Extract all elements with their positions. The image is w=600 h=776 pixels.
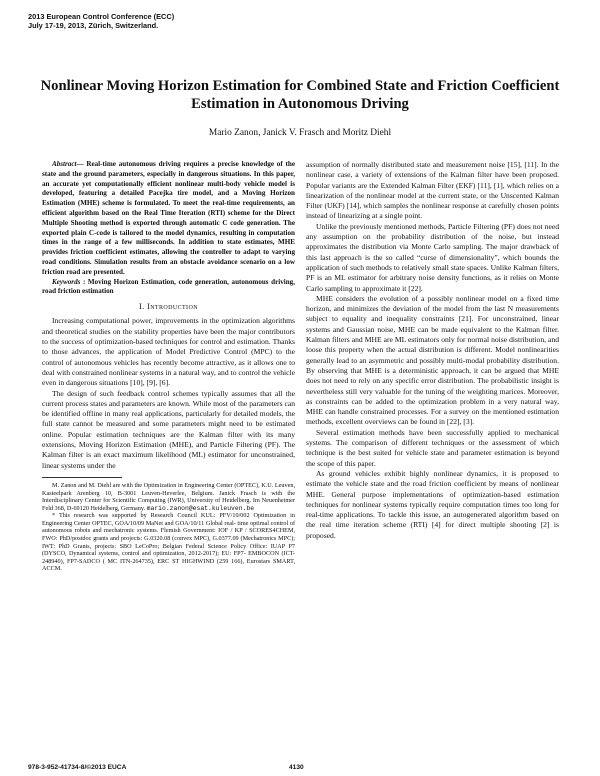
paper-title: Nonlinear Moving Horizon Estimation for Combined State and Friction Coefficient Estimation in Autonomous Driving bbox=[40, 78, 560, 112]
keywords-text: : Moving Horizon Estimation, code generation, autonomous driving, road friction estimation bbox=[42, 277, 295, 296]
abstract-text: — Real-time autonomous driving requires a precise knowledge of the state and the ground parameters, especially in dangerous situations. In this paper, an accurate yet computationally efficient nonlinear multi-body vehicle model is developed, featuring a detailed Pacejka tire model, and a Moving Horizon Estimation (MHE) scheme is formulated. To meet the real-time requirements, an efficient algorithm based on the Real Time Iteration (RTI) scheme for the Direct Multiple Shooting method is exported through automatic C code generation. The exported plain C-code is tailored to the model dynamics, resulting in computation times in the range of a few milliseconds. In addition to state estimates, MHE provides friction coefficient estimates, allowing the controller to adapt to varying road conditions. Simulation results from an obstacle avoidance scenario on a low friction road are presented. bbox=[42, 160, 295, 276]
paragraph: As ground vehicles exhibit highly nonlinear dynamics, it is proposed to estimate the vehicle state and the road friction coefficient by means of nonlinear MHE. General purpose implementations of optimization-based estimation techniques for nonlinear systems typically require computation times too long for real-time applications. To tackle this issue, an autogenerated algorithm based on the real time iteration scheme (RTI) [4] for direct multiple shooting [2] is proposed. bbox=[306, 468, 559, 540]
section-heading-introduction: I. Introduction bbox=[139, 302, 198, 312]
footnote-funding: * This research was supported by Research Council KUL: PFV/10/002 Optimization in Engineering Center OPTEC, GOA/10/09 MaNet and GOA/10/11 Global real- time optimal control of autonomous robots and mechatronic systems. Flemish Government: IOF / KP / SCORES4CHEM, FWO: PhD/postdoc grants and projects: G.0320.08 (convex MPC), G.0377.09 (Mechatronics MPC); IWT: PhD Grants, projects: SBO LeCoPro; Belgian Federal Science Policy Office: IUAP P7 (DYSCO, Dynamical systems, control and optimization, 2012-2017); EU: FP7- EMBOCON (ICT-248940), FP7-SADCO ( MC ITN-264735), ERC ST HIGHWIND (259 166), Eurostars SMART, ACCM. bbox=[42, 512, 295, 573]
left-column bbox=[42, 160, 295, 573]
paragraph: assumption of normally distributed state and measurement noise [15], [11]. In the nonlinear case, a variety of extensions of the Kalman filter have been proposed. Popular variants are the Extended Kalman Filter (EKF) [11], [1], which relies on a linearization of the nonlinear model at the current state, or the Unscented Kalman Filter (UKF) [14], which samples the nonlinear response at carefully chosen points instead of linearizing at a single point. bbox=[306, 160, 559, 221]
page-number: 4130 bbox=[289, 764, 304, 771]
footnote-affiliations bbox=[42, 482, 295, 512]
paragraph: Unlike the previously mentioned methods, Particle Filtering (PF) does not need any assumption on the probability distribution of the noise, but instead approximates the distribution via Monte Carlo sampling. The major drawback of this last approach is the so called “curse of dimensionality”, which bounds the application of such methods to relatively small state spaces. Unlike Kalman filters, PF is an ML estimator for arbitrary noise density functions, as it relies on Monte Carlo sampling to approximate it [22]. bbox=[306, 221, 559, 293]
conference-date-place: July 17-19, 2013, Zürich, Switzerland. bbox=[28, 20, 159, 30]
footer-isbn: 978-3-952-41734-8/©2013 EUCA bbox=[28, 764, 127, 771]
paragraph: Several estimation methods have been successfully applied to mechanical systems. The comparison of different techniques or the assessment of which technique is the best suited for vehicle state and parameter estimation is beyond the scope of this paper. bbox=[306, 427, 559, 468]
abstract-label: Abstract bbox=[52, 160, 77, 168]
paragraph: MHE considers the evolution of a possibly nonlinear model on a fixed time horizon, and minimizes the deviation of the model from the last N measurements subject to equality and inequality constraints [21]. For unconstrained, linear systems and Gaussian noise, MHE can be made equivalent to the Kalman filter. Kalman filters and MHE are ML estimators only for normal noise distribution, and loose this property when the actual distribution is different. Model nonlinearities generally lead to an asymmetric and possibly multi-modal probability distribution. By observing that MHE is a deterministic approach, it can be argued that MHE does not need to rely on any specific error distribution. The probabilistic insight is nevertheless still very valuable for the tuning of the weighting marices. Moreover, as constraints can be added to the optimization problem in a very natural way, MHE can handle constrained processes. For a survey on the mentioned estimation methods, excellent overviews can be found in [22], [3]. bbox=[306, 293, 559, 427]
keywords-label: Keywords bbox=[52, 277, 81, 286]
paragraph: Increasing computational power, improvements in the optimization algorithms and theoretical studies on the stability properties have been the major contributors to the success of optimization-based techniques for control and estimation. Thanks to those advances, the application of Model Predictive Control (MPC) to the control of autonomous vehicles has recently become attractive, as it allows one to deal with constrained nonlinear systems in a natural way, and to control the vehicle even in dangerous situations [10], [9], [6]. bbox=[42, 316, 295, 388]
footnote-affiliations-text: M. Zanon and M. Diehl are with the Optimization in Engineering Center (OPTEC), K.U. Leuven, Kasteelpark Arenberg 10, B-3001 Leuven-Heverlee, Belgium. Janick Frasch is with the Interdisciplinary Center for Scientific Computing (IWR), University of Heidelberg. Im Neuenheimer Feld 368, D-69120 Heidelberg, Germany. bbox=[42, 481, 295, 512]
keywords bbox=[42, 278, 295, 298]
paper-authors: Mario Zanon, Janick V. Frasch and Moritz Diehl bbox=[208, 128, 392, 138]
author-email: mario.zanon@esat.kuleuven.be bbox=[146, 504, 255, 512]
abstract bbox=[42, 160, 295, 278]
conference-name: 2013 European Control Conference (ECC) bbox=[28, 12, 175, 21]
right-column bbox=[306, 160, 559, 541]
conference-header bbox=[28, 13, 174, 31]
paragraph: The design of such feedback control schemes typically assumes that all the current process states and parameters are known. While most of the parameters can be identified offline in many real applications, particularly for detailed models, the full state cannot be measured and some parameters might need to be estimated online. Popular estimation techniques are the Kalman filter with its many extensions, Moving Horizon Estimation (MHE), and Particle Filtering (PF). The Kalman filter is an exact maximum likelihood (ML) estimator for unconstrained, linear systems under the bbox=[42, 388, 295, 470]
footnote-divider bbox=[42, 477, 122, 478]
